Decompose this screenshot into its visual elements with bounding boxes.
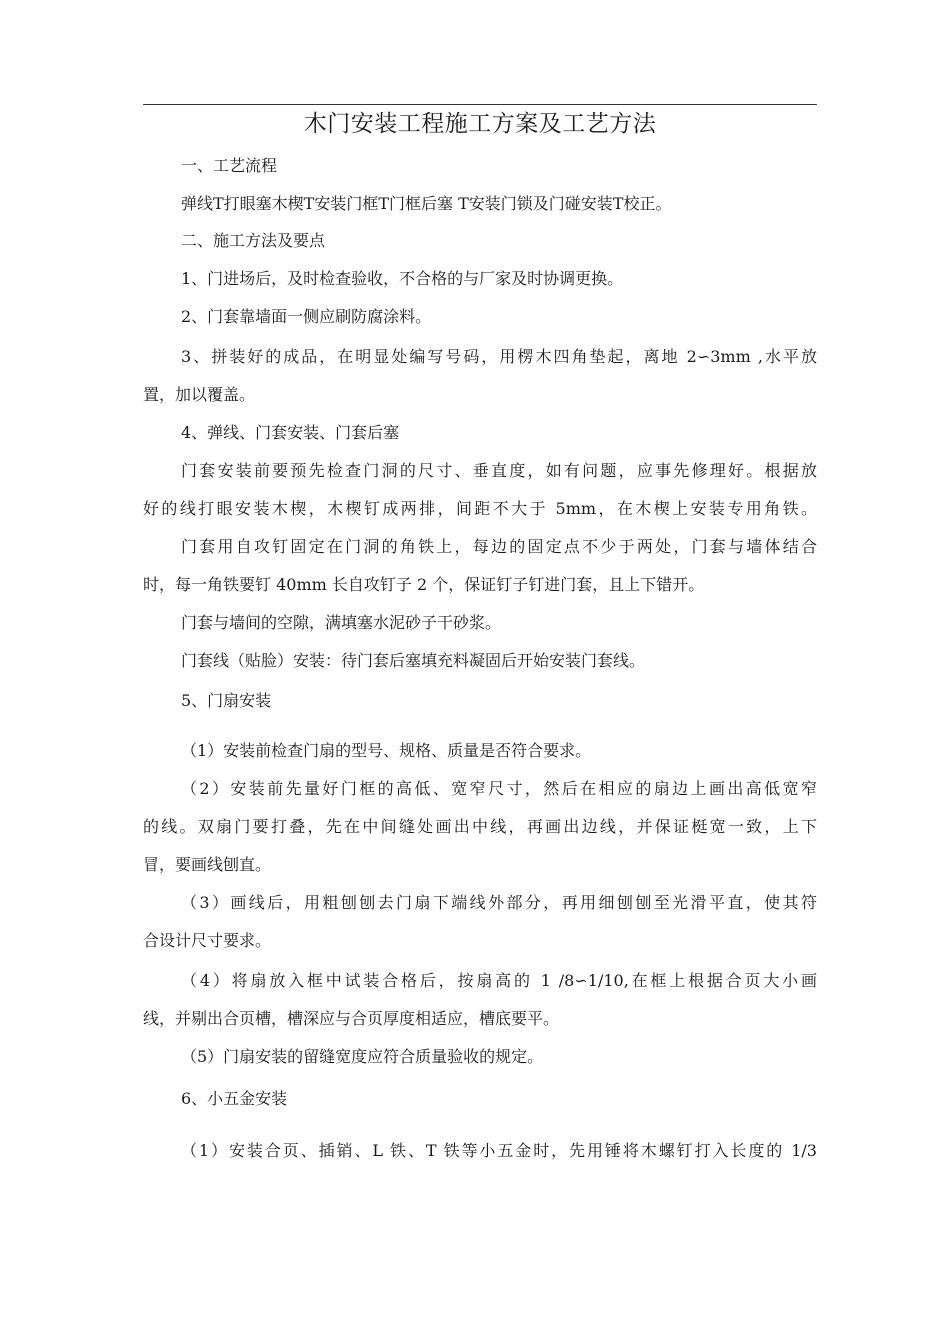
heading-construction-methods: 二、施工方法及要点 bbox=[181, 231, 326, 250]
document-title: 木门安装工程施工方案及工艺方法 bbox=[303, 111, 657, 137]
document-page bbox=[143, 0, 817, 1344]
item-5-4-line-2: 线，并剔出合页槽，槽深应与合页厚度相适应，槽底要平。 bbox=[143, 1009, 560, 1028]
para-frame-fix-line-2: 时，每一角铁要钉 40mm 长自攻钉子 2 个，保证钉子钉进门套，且上下错开。 bbox=[143, 575, 705, 594]
item-5-4-line-1: （4）将扇放入框中试装合格后，按扇高的 1 /8∽1/10,在框上根据合页大小画 bbox=[181, 971, 817, 990]
item-5-3-line-2: 合设计尺寸要求。 bbox=[143, 931, 272, 950]
heading-process-flow: 一、工艺流程 bbox=[181, 156, 278, 175]
item-1: 1、门进场后，及时检查验收，不合格的与厂家及时协调更换。 bbox=[181, 269, 624, 288]
para-frame-check-line-1: 门套安装前要预先检查门洞的尺寸、垂直度，如有问题，应事先修理好。根据放 bbox=[181, 461, 817, 480]
item-3-line-1: 3、拼装好的成品，在明显处编写号码，用楞木四角垫起，离地 2∽3mm ,水平放 bbox=[181, 347, 817, 366]
item-2: 2、门套靠墙面一侧应刷防腐涂料。 bbox=[181, 307, 432, 326]
paragraph-process-steps: 弹线T打眼塞木楔T安装门框T门框后塞 T安装门锁及门碰安装T校正。 bbox=[181, 194, 672, 213]
item-5-2-line-1: （2）安装前先量好门框的高低、宽窄尺寸，然后在相应的扇边上画出高低宽窄 bbox=[181, 779, 817, 798]
item-5-3-line-1: （3）画线后，用粗刨刨去门扇下端线外部分，再用细刨刨至光滑平直，使其符 bbox=[181, 893, 817, 912]
item-6-1-line-1: （1）安装合页、插销、L 铁、T 铁等小五金时，先用锤将木螺钉打入长度的 1/3 bbox=[181, 1141, 817, 1160]
para-trim-install: 门套线（贴脸）安装：待门套后塞填充料凝固后开始安装门套线。 bbox=[181, 651, 646, 670]
para-frame-fix-line-1: 门套用自攻钉固定在门洞的角铁上，每边的固定点不少于两处，门套与墙体结合 bbox=[181, 537, 817, 556]
item-5-5: （5）门扇安装的留缝宽度应符合质量验收的规定。 bbox=[181, 1047, 544, 1066]
para-gap-fill: 门套与墙间的空隙，满填塞水泥砂子干砂浆。 bbox=[181, 613, 502, 632]
item-3-line-2: 置，加以覆盖。 bbox=[143, 385, 256, 404]
item-5-1: （1）安装前检查门扇的型号、规格、质量是否符合要求。 bbox=[181, 741, 592, 760]
item-5-2-line-2: 的线。双扇门要打叠，先在中间缝处画出中线，再画出边线，并保证梃宽一致，上下 bbox=[143, 817, 817, 836]
header-rule bbox=[143, 104, 817, 105]
item-4: 4、弹线、门套安装、门套后塞 bbox=[181, 423, 400, 442]
item-5-2-line-3: 冒，要画线刨直。 bbox=[143, 855, 272, 874]
item-5: 5、门扇安装 bbox=[181, 691, 272, 710]
para-frame-check-line-2: 好的线打眼安装木楔，木楔钉成两排，间距不大于 5mm，在木楔上安装专用角铁。 bbox=[143, 499, 817, 518]
item-6: 6、小五金安装 bbox=[181, 1089, 288, 1108]
